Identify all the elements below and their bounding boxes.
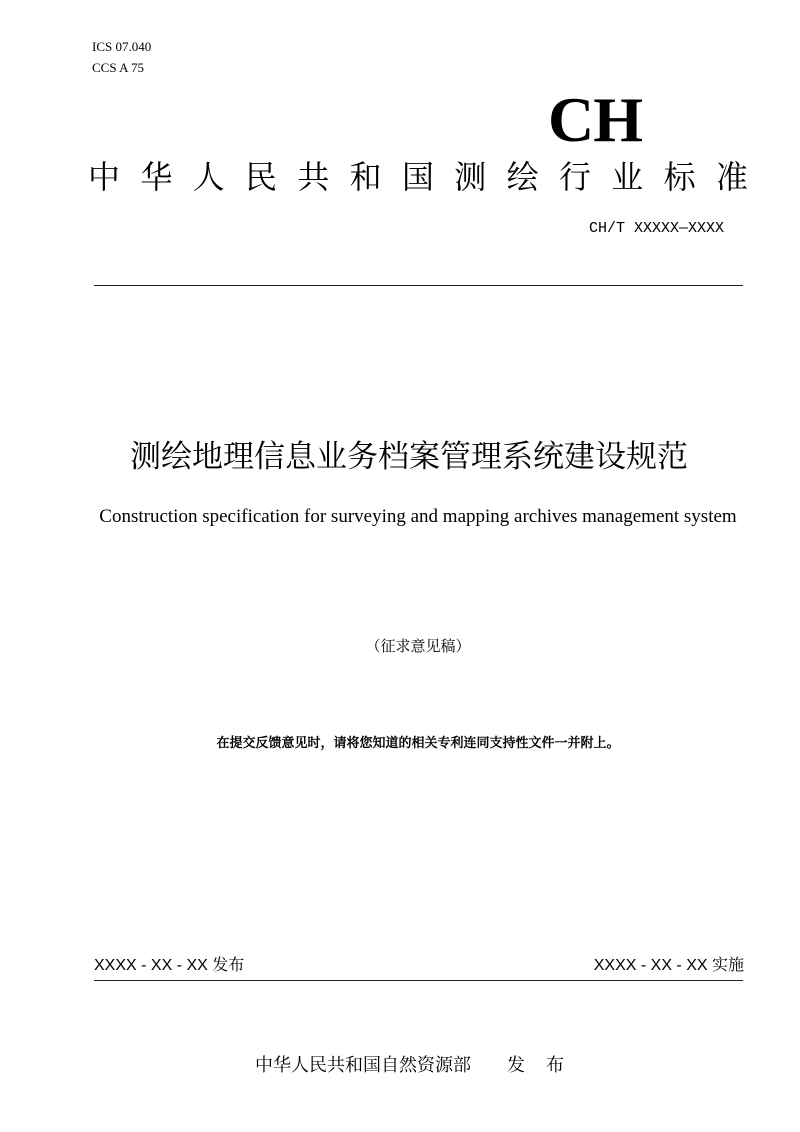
issuer-action: 发 布 [507,1055,573,1075]
patent-notice: 在提交反馈意见时，请将您知道的相关专利连同支持性文件一并附上。 [216,735,620,750]
document-title: 测绘地理信息业务档案管理系统建设规范 [130,439,688,474]
heading-char: 人 [192,159,225,195]
heading-char: 民 [244,159,277,195]
heading-char: 中 [88,159,121,195]
draft-label: （征求意见稿） [365,639,471,655]
ics-code: ICS 07.040 [92,39,152,54]
heading-char: 行 [558,159,591,195]
heading-char: 华 [140,159,173,195]
heading-char: 测 [454,159,487,195]
issuer-line [255,1054,572,1076]
heading-char: 绘 [506,159,539,195]
heading-char: 和 [349,159,382,195]
heading-char: 准 [715,159,748,195]
implement-date: XXXX - XX - XX 实施 [593,957,744,974]
footer-divider [94,980,743,981]
issuer-name: 中华人民共和国自然资源部 [255,1055,471,1075]
ccs-code: CCS A 75 [92,60,145,75]
document-title-english: Construction specification for surveying and mapping archives management system [99,506,737,527]
publish-date: XXXX - XX - XX 发布 [94,957,245,974]
header-divider [94,285,743,286]
heading-char: 共 [297,159,330,195]
heading-char: 国 [401,159,434,195]
heading-char: 业 [611,159,644,195]
standard-type-heading [88,158,748,196]
heading-char: 标 [663,159,696,195]
ch-logo: CH [548,84,642,155]
standard-number: CH/T XXXXX—XXXX [588,220,724,237]
